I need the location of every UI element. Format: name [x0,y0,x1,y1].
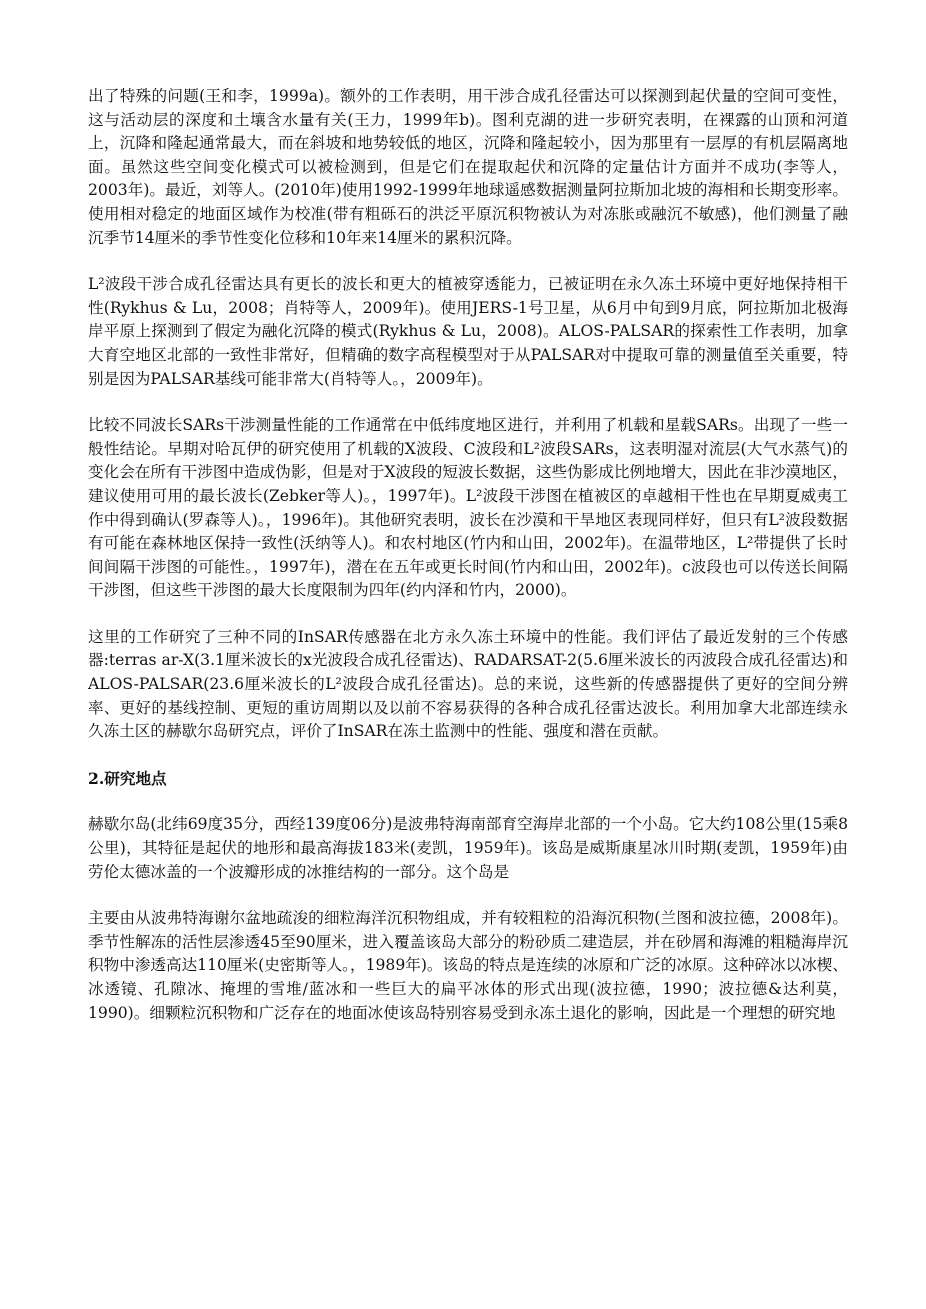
document-body [88,85,848,1048]
section-heading-study-site: 2.研究地点 [88,768,167,788]
paragraph-herschel-island: 赫歇尔岛(北纬69度35分，西经139度06分)是波弗特海南部育空海岸北部的一个小岛。它大约108公里(15乘8公里)，其特征是起伏的地形和最高海拔183米(麦凯，1959年)。该岛是威斯康星冰川时期(麦凯，1959年)由劳伦太德冰盖的一个波瓣形成的冰推结构的一部分。这个岛是 [88,815,848,881]
paragraph-sensor-evaluation: 这里的工作研究了三种不同的InSAR传感器在北方永久冻土环境中的性能。我们评估了最近发射的三个传感器:terras ar-X(3.1厘米波长的x光波段合成孔径雷达)、RADARSAT-2(5.6厘米波长的丙波段合成孔径雷达)和ALOS-PALSAR(23.6厘米波长的L²波段合成孔径雷达)。总的来说，这些新的传感器提供了更好的空间分辨率、更好的基线控制、更短的重访周期以及以前不容易获得的各种合成孔径雷达波长。利用加拿大北部连续永久冻土区的赫歇尔岛研究点，评价了InSAR在冻土监测中的性能、强度和潜在贡献。 [88,627,848,741]
paragraph-insar-subsidence: 出了特殊的问题(王和李，1999a)。额外的工作表明，用干涉合成孔径雷达可以探测到起伏量的空间可变性，这与活动层的深度和土壤含水量有关(王力，1999年b)。图利克湖的进一步研究表明，在裸露的山顶和河道上，沉降和隆起通常最大，而在斜坡和地势较低的地区，沉降和隆起较小，因为那里有一层厚的有机层隔离地面。虽然这些空间变化模式可以被检测到，但是它们在提取起伏和沉降的定量估计方面并不成功(李等人，2003年)。最近，刘等人。(2010年)使用1992-1999年地球遥感数据测量阿拉斯加北坡的海相和长期变形率。使用相对稳定的地面区域作为校准(带有粗砾石的洪泛平原沉积物被认为对冻胀或融沉不敏感)，他们测量了融沉季节14厘米的季节性变化位移和10年来14厘米的累积沉降。 [88,87,848,247]
paragraph-sediments: 主要由从波弗特海谢尔盆地疏浚的细粒海洋沉积物组成，并有较粗粒的沿海沉积物(兰图和波拉德，2008年)。季节性解冻的活性层渗透45至90厘米，进入覆盖该岛大部分的粉砂质二建造层，并在砂屑和海滩的粗糙海岸沉积物中渗透高达110厘米(史密斯等人。，1989年)。该岛的特点是连续的冰原和广泛的冰原。这种碎冰以冰楔、冰透镜、孔隙冰、掩埋的雪堆/蓝冰和一些巨大的扁平冰体的形式出现(波拉德，1990；波拉德&达利莫，1990)。细颗粒沉积物和广泛存在的地面冰使该岛特别容易受到永冻土退化的影响，因此是一个理想的研究地 [88,909,848,1022]
paragraph-l-band: L²波段干涉合成孔径雷达具有更长的波长和更大的植被穿透能力，已被证明在永久冻土环境中更好地保持相干性(Rykhus & Lu，2008；肖特等人，2009年)。使用JERS-1号卫星，从6月中旬到9月底，阿拉斯加北极海岸平原上探测到了假定为融化沉降的模式(Rykhus & Lu，2008)。ALOS-PALSAR的探索性工作表明，加拿大育空地区北部的一致性非常好，但精确的数字高程模型对于从PALSAR对中提取可靠的测量值至关重要，特别是因为PALSAR基线可能非常大(肖特等人。，2009年)。 [88,275,848,388]
paragraph-wavelength-comparison: 比较不同波长SARs干涉测量性能的工作通常在中低纬度地区进行，并利用了机载和星载SARs。出现了一些一般性结论。早期对哈瓦伊的研究使用了机载的X波段、C波段和L²波段SARs，这表明湿对流层(大气水蒸气)的变化会在所有干涉图中造成伪影，但是对于X波段的短波长数据，这些伪影成比例地增大，因此在非沙漠地区，建议使用可用的最长波长(Zebker等人)。，1997年)。L²波段干涉图在植被区的卓越相干性也在早期夏威夷工作中得到确认(罗森等人)。，1996年)。其他研究表明，波长在沙漠和干旱地区表现同样好，但只有L²波段数据有可能在森林地区保持一致性(沃纳等人)。和农村地区(竹内和山田，2002年)。在温带地区，L²带提供了长时间间隔干涉图的可能性。，1997年)，潜在在五年或更长时间(竹内和山田，2002年)。c波段也可以传送长间隔干涉图，但这些干涉图的最大长度限制为四年(约内泽和竹内，2000)。 [88,416,848,600]
